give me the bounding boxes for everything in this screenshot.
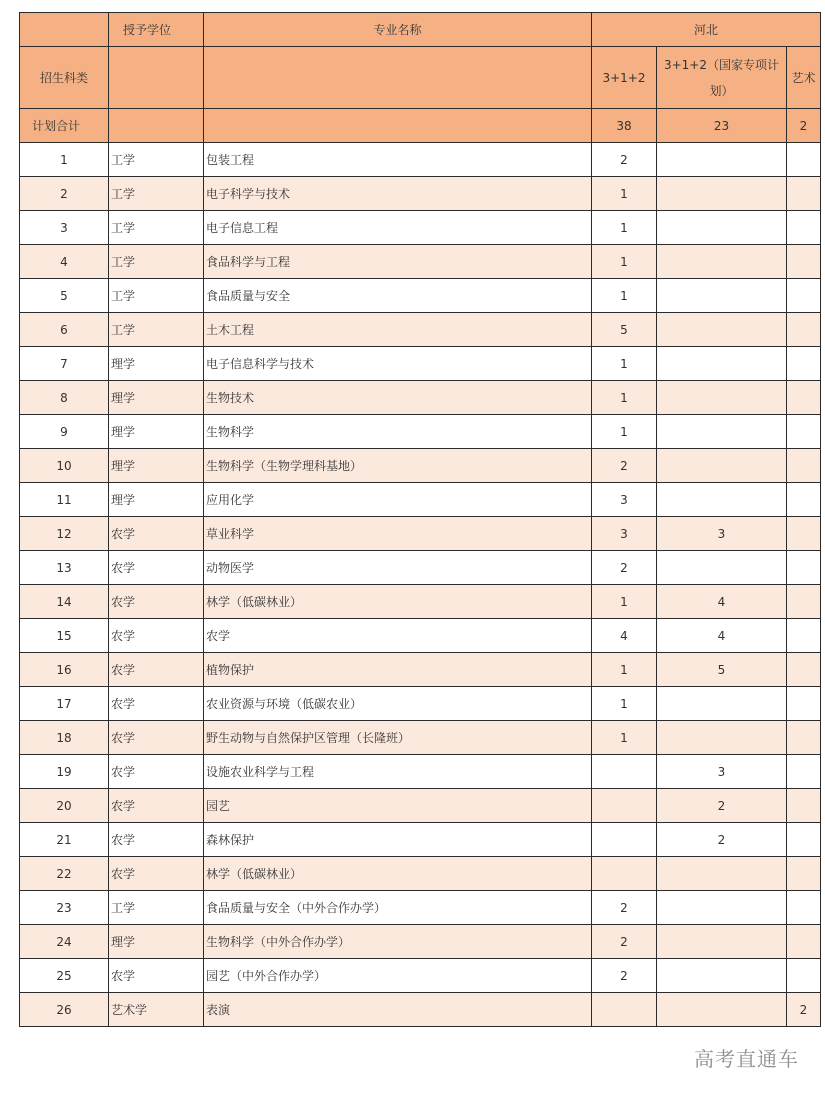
- row-count-national: 4: [657, 619, 787, 653]
- row-major: 电子科学与技术: [204, 177, 592, 211]
- row-count-national: [657, 993, 787, 1027]
- table-row: [20, 619, 821, 653]
- header-row-1: [20, 13, 821, 47]
- table-row: [20, 449, 821, 483]
- row-major: 表演: [204, 993, 592, 1027]
- table-row: [20, 993, 821, 1027]
- row-major: 包装工程: [204, 143, 592, 177]
- row-count-national: [657, 177, 787, 211]
- row-degree: 农学: [109, 755, 204, 789]
- row-count-art: [787, 619, 821, 653]
- header-empty-cell: [204, 109, 592, 143]
- row-number: 14: [20, 585, 109, 619]
- table-row: [20, 755, 821, 789]
- table-row: [20, 347, 821, 381]
- row-count-312: 2: [592, 551, 657, 585]
- total-label: 计划合计: [20, 109, 109, 143]
- table-row: [20, 585, 821, 619]
- row-count-art: [787, 653, 821, 687]
- row-count-art: [787, 517, 821, 551]
- row-count-art: [787, 483, 821, 517]
- row-count-art: [787, 721, 821, 755]
- row-degree: 理学: [109, 347, 204, 381]
- row-count-art: [787, 347, 821, 381]
- row-major: 园艺（中外合作办学）: [204, 959, 592, 993]
- table-row: [20, 857, 821, 891]
- header-row-2: [20, 47, 821, 109]
- row-count-312: 2: [592, 959, 657, 993]
- row-count-312: 3: [592, 483, 657, 517]
- row-count-312: 1: [592, 721, 657, 755]
- table-row: [20, 415, 821, 449]
- row-count-national: [657, 313, 787, 347]
- table-row: [20, 823, 821, 857]
- row-count-art: [787, 449, 821, 483]
- row-major: 生物科学: [204, 415, 592, 449]
- row-major: 野生动物与自然保护区管理（长隆班）: [204, 721, 592, 755]
- row-count-art: [787, 585, 821, 619]
- row-degree: 农学: [109, 585, 204, 619]
- row-major: 林学（低碳林业）: [204, 857, 592, 891]
- row-number: 7: [20, 347, 109, 381]
- watermark-text: 高考直通车: [694, 1047, 799, 1071]
- row-number: 3: [20, 211, 109, 245]
- row-number: 6: [20, 313, 109, 347]
- total-312: 38: [592, 109, 657, 143]
- row-degree: 农学: [109, 959, 204, 993]
- row-count-art: [787, 891, 821, 925]
- row-degree: 理学: [109, 415, 204, 449]
- header-empty-cell: [109, 47, 204, 109]
- row-major: 食品质量与安全: [204, 279, 592, 313]
- row-number: 5: [20, 279, 109, 313]
- total-art: 2: [787, 109, 821, 143]
- row-count-national: [657, 143, 787, 177]
- row-count-art: [787, 143, 821, 177]
- row-count-art: [787, 211, 821, 245]
- table-row: [20, 381, 821, 415]
- header-sub-312: 3+1+2: [592, 47, 657, 109]
- row-number: 4: [20, 245, 109, 279]
- row-count-312: [592, 823, 657, 857]
- row-count-national: [657, 857, 787, 891]
- table-row: [20, 687, 821, 721]
- table-row: [20, 313, 821, 347]
- row-count-art: [787, 381, 821, 415]
- row-number: 15: [20, 619, 109, 653]
- row-degree: 农学: [109, 721, 204, 755]
- table-row: [20, 517, 821, 551]
- table-row: [20, 279, 821, 313]
- row-count-art: [787, 551, 821, 585]
- header-degree: 授予学位: [109, 13, 204, 47]
- row-count-312: 1: [592, 687, 657, 721]
- row-number: 1: [20, 143, 109, 177]
- row-degree: 农学: [109, 687, 204, 721]
- row-count-national: [657, 687, 787, 721]
- row-count-312: 1: [592, 381, 657, 415]
- row-major: 设施农业科学与工程: [204, 755, 592, 789]
- row-count-national: [657, 279, 787, 313]
- row-major: 草业科学: [204, 517, 592, 551]
- header-empty-cell: [20, 13, 109, 47]
- row-count-312: 2: [592, 143, 657, 177]
- row-major: 森林保护: [204, 823, 592, 857]
- row-count-national: [657, 211, 787, 245]
- table-row: [20, 789, 821, 823]
- row-major: 电子信息科学与技术: [204, 347, 592, 381]
- header-empty-cell: [109, 109, 204, 143]
- row-count-312: 5: [592, 313, 657, 347]
- row-count-art: [787, 925, 821, 959]
- row-number: 18: [20, 721, 109, 755]
- row-major: 应用化学: [204, 483, 592, 517]
- row-degree: 农学: [109, 823, 204, 857]
- row-number: 19: [20, 755, 109, 789]
- row-count-312: 3: [592, 517, 657, 551]
- row-number: 2: [20, 177, 109, 211]
- row-count-312: 2: [592, 891, 657, 925]
- header-sub-art: 艺术: [787, 47, 821, 109]
- row-count-312: 1: [592, 653, 657, 687]
- row-major: 生物技术: [204, 381, 592, 415]
- row-number: 13: [20, 551, 109, 585]
- row-count-312: [592, 755, 657, 789]
- row-major: 食品质量与安全（中外合作办学）: [204, 891, 592, 925]
- header-region: 河北: [592, 13, 821, 47]
- row-degree: 艺术学: [109, 993, 204, 1027]
- row-count-national: [657, 891, 787, 925]
- row-count-312: [592, 993, 657, 1027]
- table-row: [20, 721, 821, 755]
- row-major: 农学: [204, 619, 592, 653]
- row-degree: 理学: [109, 449, 204, 483]
- table-row: [20, 653, 821, 687]
- row-number: 17: [20, 687, 109, 721]
- row-count-312: 1: [592, 347, 657, 381]
- row-major: 园艺: [204, 789, 592, 823]
- total-row: [20, 109, 821, 143]
- row-count-art: [787, 177, 821, 211]
- row-number: 11: [20, 483, 109, 517]
- row-number: 25: [20, 959, 109, 993]
- table-row: [20, 959, 821, 993]
- row-major: 生物科学（生物学理科基地）: [204, 449, 592, 483]
- row-count-national: 2: [657, 789, 787, 823]
- row-count-312: 1: [592, 245, 657, 279]
- table-row: [20, 245, 821, 279]
- row-degree: 理学: [109, 483, 204, 517]
- row-number: 23: [20, 891, 109, 925]
- row-degree: 理学: [109, 381, 204, 415]
- row-major: 土木工程: [204, 313, 592, 347]
- row-count-312: 2: [592, 925, 657, 959]
- row-degree: 工学: [109, 313, 204, 347]
- row-degree: 工学: [109, 211, 204, 245]
- row-degree: 理学: [109, 925, 204, 959]
- row-count-national: 3: [657, 517, 787, 551]
- row-number: 9: [20, 415, 109, 449]
- row-degree: 工学: [109, 143, 204, 177]
- row-degree: 工学: [109, 891, 204, 925]
- table-row: [20, 143, 821, 177]
- header-major-name: 专业名称: [204, 13, 592, 47]
- table-row: [20, 177, 821, 211]
- row-count-national: 2: [657, 823, 787, 857]
- header-category: 招生科类: [20, 47, 109, 109]
- enrollment-plan-table: [19, 12, 821, 1027]
- row-count-national: [657, 245, 787, 279]
- row-degree: 工学: [109, 245, 204, 279]
- row-count-312: 1: [592, 415, 657, 449]
- row-major: 林学（低碳林业）: [204, 585, 592, 619]
- row-count-art: [787, 415, 821, 449]
- row-count-national: 4: [657, 585, 787, 619]
- row-count-art: 2: [787, 993, 821, 1027]
- row-major: 植物保护: [204, 653, 592, 687]
- row-number: 22: [20, 857, 109, 891]
- row-degree: 农学: [109, 653, 204, 687]
- row-degree: 农学: [109, 551, 204, 585]
- row-count-312: 4: [592, 619, 657, 653]
- row-number: 16: [20, 653, 109, 687]
- row-count-312: [592, 857, 657, 891]
- row-count-art: [787, 279, 821, 313]
- row-count-art: [787, 755, 821, 789]
- table-row: [20, 483, 821, 517]
- row-number: 20: [20, 789, 109, 823]
- row-number: 26: [20, 993, 109, 1027]
- row-count-312: 2: [592, 449, 657, 483]
- header-empty-cell: [204, 47, 592, 109]
- total-national: 23: [657, 109, 787, 143]
- row-number: 10: [20, 449, 109, 483]
- row-count-art: [787, 789, 821, 823]
- row-number: 24: [20, 925, 109, 959]
- table-row: [20, 891, 821, 925]
- row-number: 8: [20, 381, 109, 415]
- row-count-312: 1: [592, 279, 657, 313]
- row-degree: 工学: [109, 177, 204, 211]
- row-number: 12: [20, 517, 109, 551]
- row-count-art: [787, 823, 821, 857]
- row-count-national: [657, 347, 787, 381]
- table-row: [20, 551, 821, 585]
- row-degree: 农学: [109, 517, 204, 551]
- row-count-art: [787, 313, 821, 347]
- row-count-national: [657, 483, 787, 517]
- row-count-national: [657, 551, 787, 585]
- row-degree: 农学: [109, 789, 204, 823]
- row-count-312: [592, 789, 657, 823]
- row-count-312: 1: [592, 585, 657, 619]
- row-major: 农业资源与环境（低碳农业）: [204, 687, 592, 721]
- row-count-art: [787, 687, 821, 721]
- row-count-312: 1: [592, 177, 657, 211]
- row-major: 动物医学: [204, 551, 592, 585]
- row-count-national: [657, 721, 787, 755]
- row-major: 生物科学（中外合作办学）: [204, 925, 592, 959]
- row-count-art: [787, 245, 821, 279]
- row-count-national: [657, 381, 787, 415]
- row-degree: 农学: [109, 857, 204, 891]
- row-count-art: [787, 857, 821, 891]
- row-count-national: 3: [657, 755, 787, 789]
- row-count-national: [657, 925, 787, 959]
- row-degree: 工学: [109, 279, 204, 313]
- row-number: 21: [20, 823, 109, 857]
- row-count-national: [657, 959, 787, 993]
- row-count-national: [657, 449, 787, 483]
- header-sub-national: 3+1+2（国家专项计划）: [657, 47, 787, 109]
- row-count-national: [657, 415, 787, 449]
- row-count-art: [787, 959, 821, 993]
- row-count-312: 1: [592, 211, 657, 245]
- table-row: [20, 211, 821, 245]
- row-count-national: 5: [657, 653, 787, 687]
- row-degree: 农学: [109, 619, 204, 653]
- row-major: 食品科学与工程: [204, 245, 592, 279]
- row-major: 电子信息工程: [204, 211, 592, 245]
- table-row: [20, 925, 821, 959]
